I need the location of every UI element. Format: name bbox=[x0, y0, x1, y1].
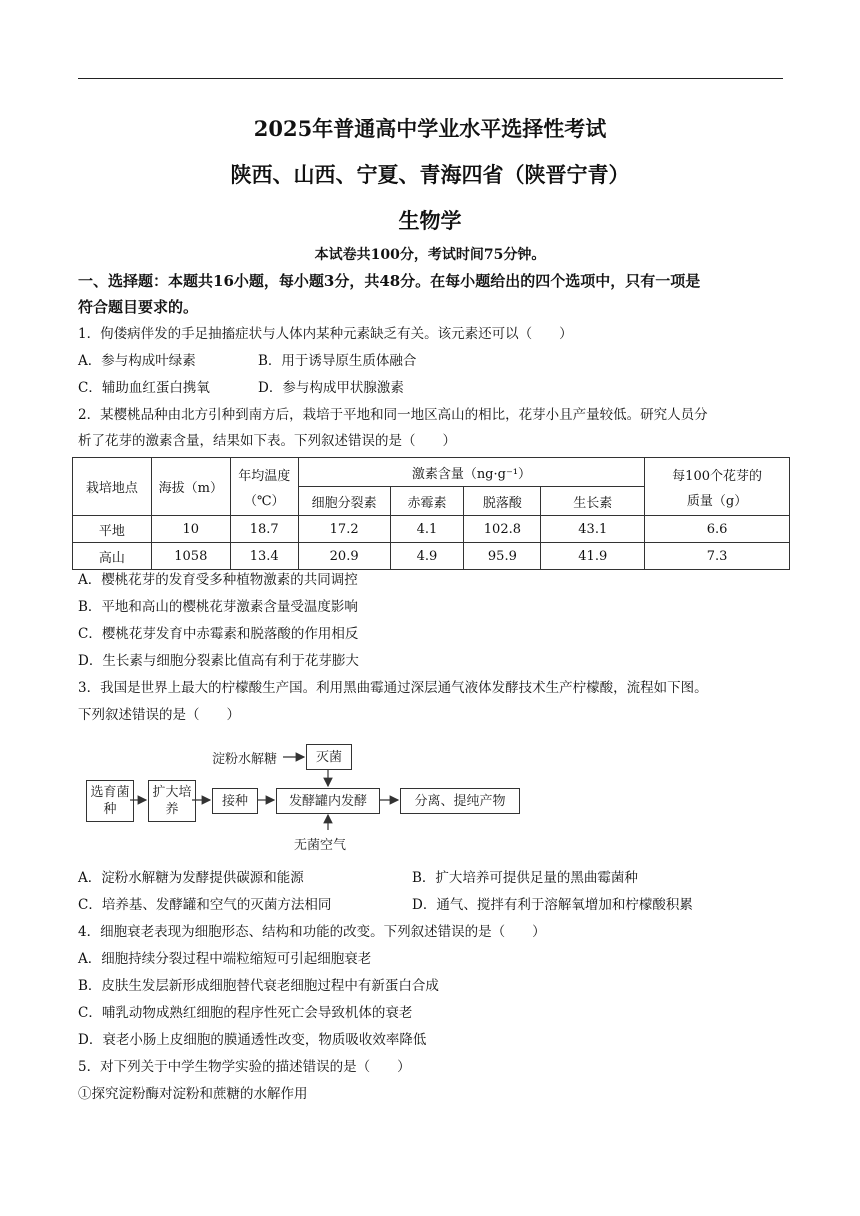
col-temperature bbox=[230, 458, 298, 516]
table-row bbox=[73, 516, 790, 543]
q4-stem: 4．细胞衰老表现为细胞形态、结构和功能的改变。下列叙述错误的是（ ） bbox=[78, 924, 546, 940]
q4-option-b: B．皮肤生发层新形成细胞替代衰老细胞过程中有新蛋白合成 bbox=[78, 978, 439, 994]
hormone-table bbox=[72, 457, 790, 570]
cell-cytokinin: 17.2 bbox=[298, 516, 390, 543]
q1-option-d: D．参与构成甲状腺激素 bbox=[258, 380, 404, 396]
q3-option-b: B．扩大培养可提供足量的黑曲霉菌种 bbox=[412, 870, 638, 886]
col-auxin: 生长素 bbox=[541, 487, 645, 516]
q1-stem: 1．佝偻病伴发的手足抽搐症状与人体内某种元素缺乏有关。该元素还可以（ ） bbox=[78, 326, 573, 342]
q1-option-b: B．用于诱导原生质体融合 bbox=[258, 353, 417, 369]
col-gibberellin: 赤霉素 bbox=[390, 487, 464, 516]
cell-altitude: 1058 bbox=[151, 543, 230, 570]
top-rule bbox=[78, 78, 783, 79]
q5-stem: 5．对下列关于中学生物学实验的描述错误的是（ ） bbox=[78, 1059, 411, 1075]
col-altitude: 海拔（m） bbox=[151, 458, 230, 516]
q3-option-a: A．淀粉水解糖为发酵提供碳源和能源 bbox=[78, 870, 304, 886]
cell-altitude: 10 bbox=[151, 516, 230, 543]
box-fermentation: 发酵罐内发酵 bbox=[276, 788, 380, 814]
exam-note: 本试卷共100分，考试时间75分钟。 bbox=[314, 247, 546, 263]
cell-cytokinin: 20.9 bbox=[298, 543, 390, 570]
col-abscisic-acid: 脱落酸 bbox=[464, 487, 541, 516]
cell-temperature: 18.7 bbox=[230, 516, 298, 543]
q3-stem-line2: 下列叙述错误的是（ ） bbox=[78, 707, 240, 723]
q1-option-c: C．辅助血红蛋白携氧 bbox=[78, 380, 210, 396]
q4-option-d: D．衰老小肠上皮细胞的膜通透性改变，物质吸收效率降低 bbox=[78, 1032, 427, 1048]
section-heading-line2: 符合题目要求的。 bbox=[78, 298, 199, 316]
cell-auxin: 41.9 bbox=[541, 543, 645, 570]
q3-option-c: C．培养基、发酵罐和空气的灭菌方法相同 bbox=[78, 897, 332, 913]
cell-auxin: 43.1 bbox=[541, 516, 645, 543]
col-mass-line1: 每100个花芽的 bbox=[672, 468, 762, 484]
section-heading-line1: 一、选择题：本题共16小题，每小题3分，共48分。在每小题给出的四个选项中，只有一项是 bbox=[78, 272, 701, 290]
col-mass-line2: 质量（g） bbox=[686, 493, 748, 509]
label-sterile-air: 无菌空气 bbox=[294, 838, 347, 853]
q1-option-a: A．参与构成叶绿素 bbox=[78, 353, 196, 369]
q2-stem-line1: 2．某樱桃品种由北方引种到南方后，栽培于平地和同一地区高山的相比，花芽小且产量较低。研究人员分 bbox=[78, 407, 708, 423]
q2-option-a: A．樱桃花芽的发育受多种植物激素的共同调控 bbox=[78, 572, 358, 588]
cell-mass: 7.3 bbox=[645, 543, 790, 570]
cell-mass: 6.6 bbox=[645, 516, 790, 543]
col-site: 栽培地点 bbox=[73, 458, 152, 516]
box-expand-culture: 扩大培养 bbox=[148, 780, 196, 822]
q3-stem-line1: 3．我国是世界上最大的柠檬酸生产国。利用黑曲霉通过深层通气液体发酵技术生产柠檬酸，流程如下图。 bbox=[78, 680, 708, 696]
q2-option-c: C．樱桃花芽发育中赤霉素和脱落酸的作用相反 bbox=[78, 626, 359, 642]
exam-subject: 生物学 bbox=[398, 208, 462, 233]
cell-temperature: 13.4 bbox=[230, 543, 298, 570]
table-row bbox=[73, 543, 790, 570]
box-separate-purify: 分离、提纯产物 bbox=[400, 788, 520, 814]
cell-gibberellin: 4.1 bbox=[390, 516, 464, 543]
cell-site: 高山 bbox=[73, 543, 152, 570]
exam-region: 陕西、山西、宁夏、青海四省（陕晋宁青） bbox=[230, 162, 630, 187]
cell-abscisic-acid: 102.8 bbox=[464, 516, 541, 543]
label-starch-sugar: 淀粉水解糖 bbox=[212, 752, 278, 767]
col-hormone-group: 激素含量（ng·g⁻¹） bbox=[298, 458, 644, 487]
col-temperature-line2: （℃） bbox=[243, 493, 285, 509]
col-cytokinin: 细胞分裂素 bbox=[298, 487, 390, 516]
fermentation-flowchart bbox=[86, 742, 526, 862]
exam-title: 2025年普通高中学业水平选择性考试 bbox=[253, 116, 607, 141]
q5-item-1: ①探究淀粉酶对淀粉和蔗糖的水解作用 bbox=[78, 1086, 308, 1102]
q2-option-b: B．平地和高山的樱桃花芽激素含量受温度影响 bbox=[78, 599, 358, 615]
table-header-row bbox=[73, 458, 790, 487]
q2-stem-line2: 析了花芽的激素含量，结果如下表。下列叙述错误的是（ ） bbox=[78, 433, 456, 449]
box-sterilize: 灭菌 bbox=[306, 744, 352, 770]
q4-option-a: A．细胞持续分裂过程中端粒缩短可引起细胞衰老 bbox=[78, 951, 372, 967]
section-heading bbox=[78, 268, 788, 320]
cell-abscisic-acid: 95.9 bbox=[464, 543, 541, 570]
col-temperature-line1: 年均温度 bbox=[238, 468, 291, 484]
cell-site: 平地 bbox=[73, 516, 152, 543]
box-inoculate: 接种 bbox=[212, 788, 258, 814]
q4-option-c: C．哺乳动物成熟红细胞的程序性死亡会导致机体的衰老 bbox=[78, 1005, 413, 1021]
cell-gibberellin: 4.9 bbox=[390, 543, 464, 570]
col-mass bbox=[645, 458, 790, 516]
box-select-strain: 选育菌种 bbox=[86, 780, 134, 822]
q3-option-d: D．通气、搅拌有利于溶解氧增加和柠檬酸积累 bbox=[412, 897, 693, 913]
q2-option-d: D．生长素与细胞分裂素比值高有利于花芽膨大 bbox=[78, 653, 359, 669]
